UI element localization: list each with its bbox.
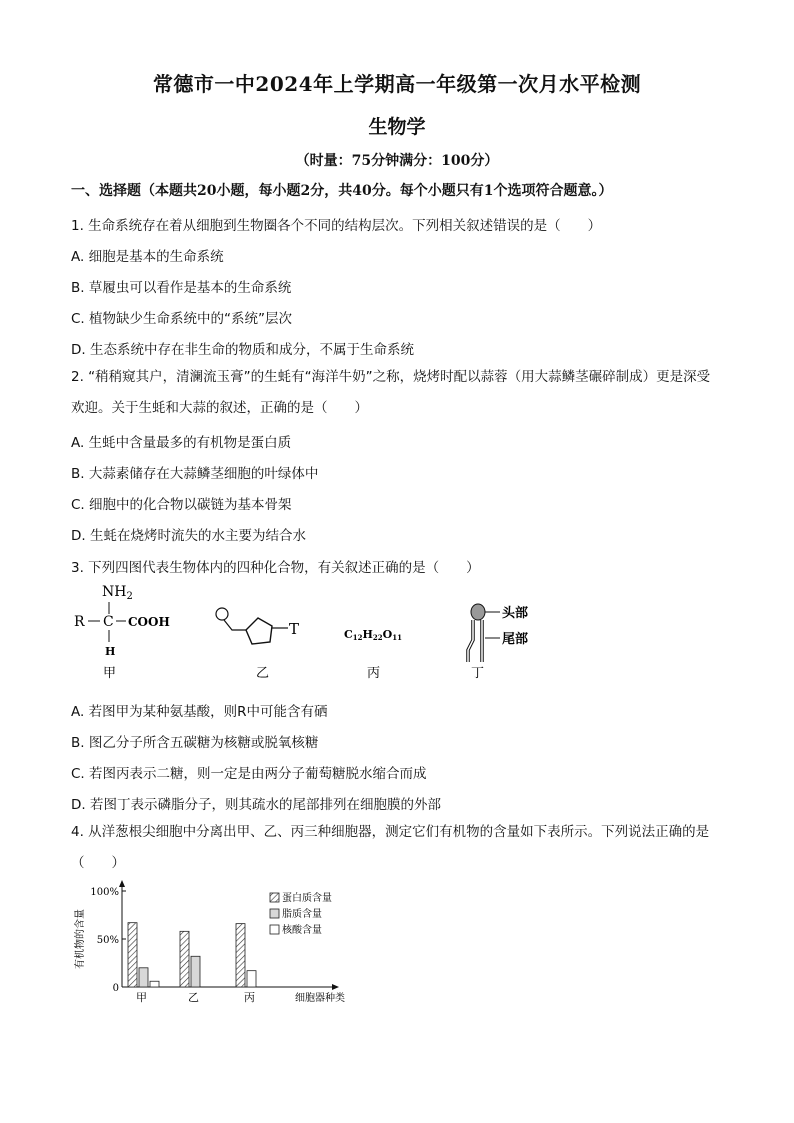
chart-legend-swatch bbox=[270, 909, 279, 918]
q2-option-a: A. 生蚝中含量最多的有机物是蛋白质 bbox=[71, 435, 292, 451]
q2-stem: 2. “稍稍窥其户，清澜流玉膏”的生蚝有“海洋牛奶”之称，烧烤时配以蒜蓉（用大蒜鳞茎碾碎制成）更是深受欢迎。关于生蚝和大蒜的叙述，正确的是（ ） bbox=[71, 369, 711, 416]
chart-bar bbox=[150, 981, 159, 987]
fig-ding-label: 丁 bbox=[471, 666, 485, 681]
q3-option-b: B. 图乙分子所含五碳糖为核糖或脱氧核糖 bbox=[71, 735, 319, 751]
chart-y-tick-label: 0 bbox=[112, 983, 119, 994]
chart-bar bbox=[247, 971, 256, 987]
q1-stem: 1. 生命系统存在着从细胞到生物圈各个不同的结构层次。下列相关叙述错误的是（ ） bbox=[71, 218, 602, 234]
fig-yi-sugar-ring bbox=[246, 618, 272, 644]
fig-jia-cooh: COOH bbox=[128, 615, 170, 629]
q3-option-c: C. 若图丙表示二糖，则一定是由两分子葡萄糖脱水缩合而成 bbox=[71, 766, 427, 782]
fig-ding-head-label: 头部 bbox=[502, 606, 529, 621]
q1-option-b: B. 草履虫可以看作是基本的生命系统 bbox=[71, 280, 292, 296]
fig-jia-label: 甲 bbox=[103, 666, 117, 681]
q3-option-d: D. 若图丁表示磷脂分子，则其疏水的尾部排列在细胞膜的外部 bbox=[71, 797, 441, 813]
exam-title: 常德市一中2024年上学期高一年级第一次月水平检测 bbox=[152, 72, 642, 96]
chart-y-label: 有机物的含量 bbox=[75, 909, 86, 969]
fig-ding-tail-label: 尾部 bbox=[502, 632, 529, 647]
fig-jia-r: R bbox=[74, 614, 85, 630]
q3-figure bbox=[60, 578, 580, 688]
fig-yi-label: 乙 bbox=[256, 666, 270, 681]
chart-x-arrow bbox=[332, 984, 339, 990]
fig-jia-c: C bbox=[103, 614, 114, 630]
fig-bing-label: 丙 bbox=[367, 666, 381, 681]
chart-bar bbox=[128, 923, 137, 987]
q2-option-d: D. 生蚝在烧烤时流失的水主要为结合水 bbox=[71, 528, 306, 544]
chart-bar bbox=[139, 968, 148, 987]
q3-option-a: A. 若图甲为某种氨基酸，则R中可能含有硒 bbox=[71, 704, 328, 720]
chart-x-tick-label: 丙 bbox=[244, 991, 255, 1004]
q1-option-d: D. 生态系统中存在非生命的物质和成分，不属于生命系统 bbox=[71, 342, 414, 358]
chart-x-tick-label: 乙 bbox=[188, 991, 199, 1004]
chart-legend-label: 脂质含量 bbox=[282, 909, 322, 920]
q3-stem: 3. 下列四图代表生物体内的四种化合物，有关叙述正确的是（ ） bbox=[71, 560, 480, 576]
fig-yi-phosphate bbox=[216, 608, 228, 620]
fig-bing-formula: C12H22O11 bbox=[344, 628, 403, 642]
fig-ding-tail-left bbox=[468, 620, 473, 662]
chart-y-tick-label: 50% bbox=[96, 935, 119, 946]
q1-option-a: A. 细胞是基本的生命系统 bbox=[71, 249, 224, 265]
chart-y-tick-label: 100% bbox=[90, 887, 119, 898]
q2-option-c: C. 细胞中的化合物以碳链为基本骨架 bbox=[71, 497, 292, 513]
fig-jia-nh2: $NH_2$ bbox=[102, 584, 133, 602]
subject-title: 生物学 bbox=[368, 116, 426, 138]
chart-bar bbox=[191, 956, 200, 987]
chart-bar bbox=[236, 924, 245, 987]
fig-ding-head bbox=[471, 604, 485, 620]
fig-jia-h: H bbox=[105, 645, 116, 658]
chart-y-arrow bbox=[119, 880, 125, 887]
fig-yi-t: T bbox=[289, 620, 300, 638]
q1-option-c: C. 植物缺少生命系统中的“系统”层次 bbox=[71, 311, 292, 327]
fig-yi-link bbox=[224, 620, 246, 630]
q4-bar-chart bbox=[70, 875, 370, 1010]
q2-option-b: B. 大蒜素储存在大蒜鳞茎细胞的叶绿体中 bbox=[71, 466, 319, 482]
chart-legend-swatch bbox=[270, 893, 279, 902]
chart-legend-swatch bbox=[270, 925, 279, 934]
section-heading: 一、选择题（本题共20小题，每小题2分，共40分。每个小题只有1个选项符合题意。） bbox=[71, 183, 613, 199]
exam-meta: （时量：75分钟满分：100分） bbox=[295, 153, 499, 169]
chart-bar bbox=[180, 931, 189, 987]
chart-legend-label: 核酸含量 bbox=[282, 925, 322, 936]
chart-x-label: 细胞器种类 bbox=[295, 993, 345, 1004]
chart-legend-label: 蛋白质含量 bbox=[282, 893, 332, 904]
chart-x-tick-label: 甲 bbox=[136, 991, 147, 1004]
q4-stem: 4. 从洋葱根尖细胞中分离出甲、乙、丙三种细胞器，测定它们有机物的含量如下表所示。下列说法正确的是（ ） bbox=[71, 824, 710, 871]
